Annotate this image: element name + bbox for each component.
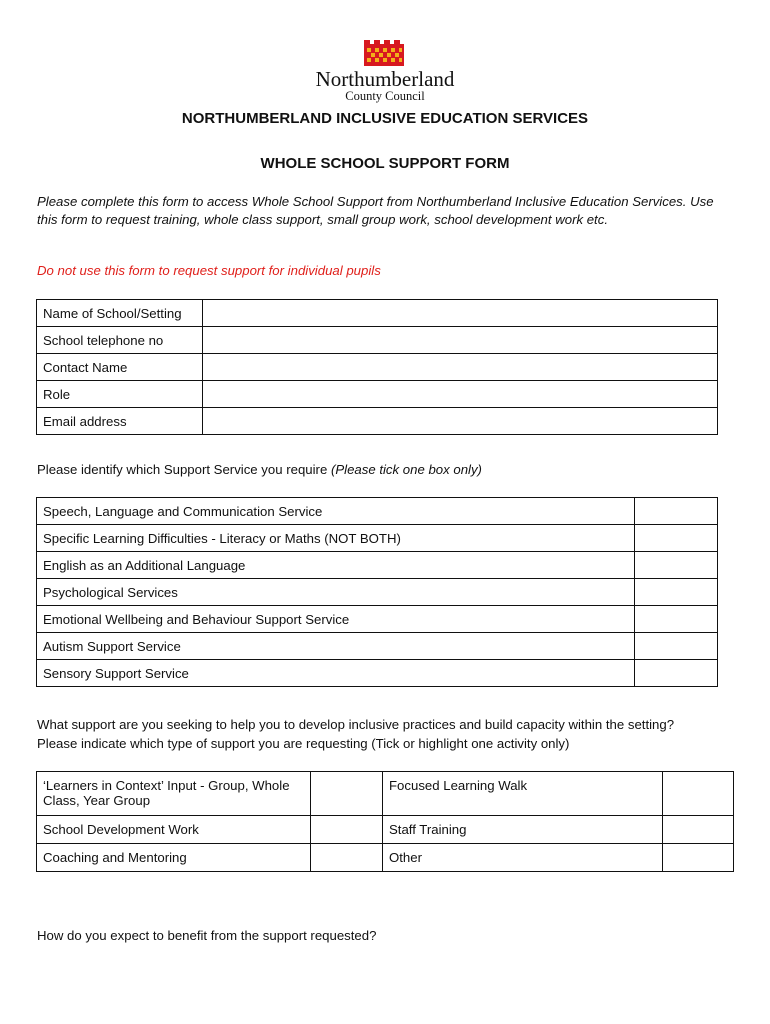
support-option-label: Other: [383, 844, 663, 872]
telephone-field[interactable]: [203, 327, 718, 354]
service-option-label: Emotional Wellbeing and Behaviour Support Service: [37, 606, 635, 633]
benefit-question: How do you expect to benefit from the support requested?: [37, 928, 377, 943]
table-row: [37, 606, 718, 633]
table-row: [37, 381, 718, 408]
page-title: NORTHUMBERLAND INCLUSIVE EDUCATION SERVICES: [181, 110, 589, 127]
table-row: [37, 327, 718, 354]
support-checkbox[interactable]: [311, 844, 383, 872]
table-row: [37, 579, 718, 606]
service-prompt-text: Please identify which Support Service you require: [37, 462, 328, 477]
table-row: [37, 300, 718, 327]
service-checkbox[interactable]: [635, 606, 718, 633]
intro-text: Please complete this form to access Whole School Support from Northumberland Inclusive Education Services. Use this form to request training, whole class support, small group work, school development work etc.: [37, 194, 714, 227]
service-checkbox[interactable]: [635, 633, 718, 660]
email-field[interactable]: [203, 408, 718, 435]
table-row: [37, 633, 718, 660]
table-row: [37, 354, 718, 381]
details-table: [36, 299, 718, 435]
table-row: [37, 660, 718, 687]
table-row: [37, 552, 718, 579]
support-checkbox[interactable]: [311, 772, 383, 816]
field-label: School telephone no: [37, 327, 203, 354]
service-prompt: [37, 461, 482, 480]
support-option-label: School Development Work: [37, 816, 311, 844]
support-option-label: ‘Learners in Context’ Input - Group, Whole Class, Year Group: [37, 772, 311, 816]
service-option-label: Speech, Language and Communication Service: [37, 498, 635, 525]
service-option-label: Psychological Services: [37, 579, 635, 606]
service-option-label: English as an Additional Language: [37, 552, 635, 579]
services-table: [36, 497, 718, 687]
support-checkbox[interactable]: [663, 816, 734, 844]
table-row: [37, 772, 734, 816]
service-option-label: Sensory Support Service: [37, 660, 635, 687]
field-label: Name of School/Setting: [37, 300, 203, 327]
service-prompt-note: (Please tick one box only): [330, 462, 482, 477]
council-logo: [300, 40, 470, 104]
service-checkbox[interactable]: [635, 660, 718, 687]
table-row: [37, 816, 734, 844]
logo-subtitle: County Council: [345, 89, 425, 103]
table-row: [37, 408, 718, 435]
contact-name-field[interactable]: [203, 354, 718, 381]
support-option-label: Staff Training: [383, 816, 663, 844]
service-option-label: Specific Learning Difficulties - Literacy or Maths (NOT BOTH): [37, 525, 635, 552]
support-type-table: [36, 771, 734, 872]
support-checkbox[interactable]: [663, 844, 734, 872]
field-label: Role: [37, 381, 203, 408]
school-name-field[interactable]: [203, 300, 718, 327]
support-question: [37, 716, 737, 753]
support-option-label: Coaching and Mentoring: [37, 844, 311, 872]
table-row: [37, 844, 734, 872]
service-checkbox[interactable]: [635, 552, 718, 579]
table-row: [37, 525, 718, 552]
support-checkbox[interactable]: [663, 772, 734, 816]
support-instruction: Please indicate which type of support you are requesting (Tick or highlight one activity only): [37, 735, 570, 751]
field-label: Contact Name: [37, 354, 203, 381]
support-option-label: Focused Learning Walk: [383, 772, 663, 816]
castle-crest-icon: [362, 40, 406, 68]
support-question-text: What support are you seeking to help you to develop inclusive practices and build capacity within the setting?: [37, 717, 675, 732]
table-row: [37, 498, 718, 525]
service-option-label: Autism Support Service: [37, 633, 635, 660]
role-field[interactable]: [203, 381, 718, 408]
support-checkbox[interactable]: [311, 816, 383, 844]
logo-name: Northumberland: [315, 67, 455, 91]
service-checkbox[interactable]: [635, 525, 718, 552]
service-checkbox[interactable]: [635, 498, 718, 525]
form-title: WHOLE SCHOOL SUPPORT FORM: [260, 155, 510, 172]
service-checkbox[interactable]: [635, 579, 718, 606]
field-label: Email address: [37, 408, 203, 435]
warning-text: Do not use this form to request support for individual pupils: [37, 263, 381, 278]
